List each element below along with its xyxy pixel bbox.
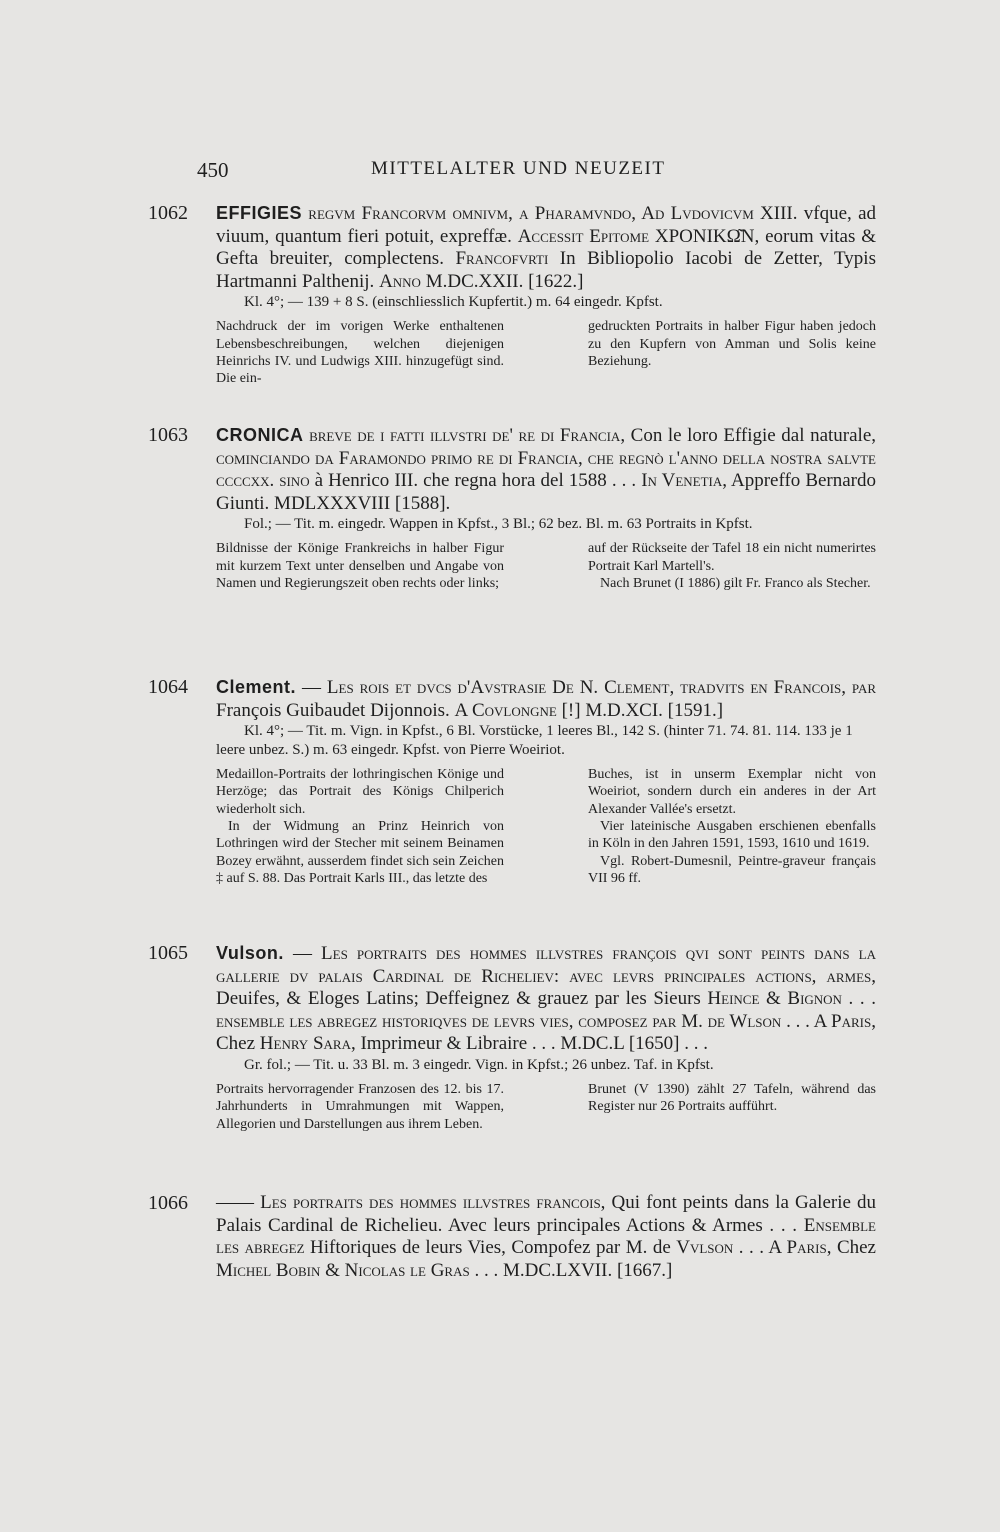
catalog-entry <box>148 942 876 1133</box>
note-paragraph: Buches, ist in unserm Exemplar nicht von Woeiriot, sondern durch ein anderes in der Art Alexander Vallée's ersetzt. <box>588 767 876 817</box>
note-left-column <box>216 318 504 387</box>
note-right-column <box>588 1081 876 1133</box>
entry-number: 1064 <box>148 676 188 698</box>
note-paragraph: Nachdruck der im vorigen Werke enthaltenen Lebensbeschreibungen, welchen diejenigen Heinrichs IV. und Ludwigs XIII. hinzugefügt sind. Die ein- <box>216 319 504 387</box>
catalog-entry <box>148 202 876 388</box>
note-paragraph: In der Widmung an Prinz Heinrich von Lothringen wird der Stecher mit seinem Beinamen Bozey erwähnt, ausserdem findet sich sein Zeichen ‡ auf S. 88. Das Portrait Karls III., das letzte des <box>216 819 504 886</box>
entry-collation: Kl. 4°; — 139 + 8 S. (einschliesslich Kupfertit.) m. 64 eingedr. Kpfst. <box>244 294 663 311</box>
note-paragraph: Portraits hervorragender Franzosen des 12. bis 17. Jahrhunderts in Umrahmungen mit Wappen, Allegorien und Darstellungen aus ihrem Leben. <box>216 1081 504 1132</box>
entry-title: —— Les portraits des hommes illvstres francois, Qui font peints dans la Galerie du Palais Cardinal de Richelieu. Avec leurs principales Actions & Armes . . . Ensemble les abregez Hiftoriques de leurs Vies, Compofez par M. de Vvlson . . . A Paris, Chez Michel Bobin & Nicolas le Gras . . . M.DC.LXVII. [1667.] <box>216 1192 877 1281</box>
catalog-entry <box>148 676 876 887</box>
page-header <box>197 158 877 188</box>
entry-title: CRONICA breve de i fatti illvstri de' re di Francia, Con le loro Effigie dal naturale, cominciando da Faramondo primo re di Francia, che regnò l'anno della nostra salvte ccccxx. sino à Henrico III. che regna hora del 1588 . . . In Venetia, Appreffo Bernardo Giunti. MDLXXXVIII [1588]. <box>216 425 877 514</box>
entry-collation: Kl. 4°; — Tit. m. Vign. in Kpfst., 6 Bl. Vorstücke, 1 leeres Bl., 142 S. (hinter 71. 74. 81. 114. 133 je 1 leere unbez. S.) m. 63 eingedr. Kpfst. von Pierre Woeiriot. <box>216 723 853 759</box>
note-paragraph: Medaillon-Portraits der lothringischen Könige und Herzöge; das Portrait des Königs Chilperich wiederholt sich. <box>216 767 504 817</box>
note-right-column <box>588 540 876 592</box>
note-paragraph: Vgl. Robert-Dumesnil, Peintre-graveur français VII 96 ff. <box>588 853 876 886</box>
entry-notes <box>216 1081 876 1133</box>
note-paragraph: Nach Brunet (I 1886) gilt Fr. Franco als Stecher. <box>600 575 871 591</box>
note-paragraph: Vier lateinische Ausgaben erschienen ebenfalls in Köln in den Jahren 1591, 1593, 1610 und 1619. <box>588 819 876 852</box>
note-right-column <box>588 766 876 887</box>
entry-collation: Gr. fol.; — Tit. u. 33 Bl. m. 3 eingedr. Vign. in Kpfst.; 26 unbez. Taf. in Kpfst. <box>244 1056 714 1073</box>
entry-collation: Fol.; — Tit. m. eingedr. Wappen in Kpfst., 3 Bl.; 62 bez. Bl. m. 63 Portraits in Kpfst. <box>244 516 753 533</box>
entry-number: 1066 <box>148 1192 188 1214</box>
entry-title: Vulson. — Les portraits des hommes illvstres françois qvi sont peints dans la gallerie dv palais Cardinal de Richeliev: avec levrs principales actions, armes, Deuifes, & Eloges Latins; Deffeignez & grauez par les Sieurs Heince & Bignon . . . ensemble les abregez historiqves de levrs vies, composez par M. de Wlson . . . A Paris, Chez Henry Sara, Imprimeur & Libraire . . . M.DC.L [1650] . . . <box>216 943 876 1055</box>
page-number: 450 <box>197 158 229 182</box>
entry-notes <box>216 540 876 592</box>
note-paragraph: gedruckten Portraits in halber Figur haben jedoch zu den Kupfern von Amman und Solis keine Beziehung. <box>588 319 876 369</box>
note-paragraph: Brunet (V 1390) zählt 27 Tafeln, während das Register nur 26 Portraits aufführt. <box>588 1081 876 1115</box>
catalog-entry <box>148 1192 876 1282</box>
entry-number: 1063 <box>148 424 188 446</box>
note-left-column <box>216 766 504 887</box>
entry-notes <box>216 318 876 387</box>
note-paragraph: Bildnisse der Könige Frankreichs in halber Figur mit kurzem Text unter denselben und Angabe von Namen und Regierungszeit oben rechts oder links; <box>216 541 504 591</box>
entry-number: 1065 <box>148 942 188 964</box>
note-paragraph: auf der Rückseite der Tafel 18 ein nicht numerirtes Portrait Karl Martell's. <box>588 541 876 574</box>
entry-number: 1062 <box>148 202 188 224</box>
entry-title: EFFIGIES regvm Francorvm omnivm, a Pharamvndo, Ad Lvdovicvm XIII. vfque, ad viuum, quantum fieri potuit, expreffæ. Accessit Epitome XPONIKΩ͂N, eorum vitas & Gefta breuiter, complectens. Francofvrti In Bibliopolio Iacobi de Zetter, Typis Hartmanni Palthenij. Anno M.DC.XXII. [1622.] <box>216 203 877 292</box>
entry-title: Clement. — Les rois et dvcs d'Avstrasie De N. Clement, tradvits en Francois, par François Guibaudet Dijonnois. A Covlongne [!] M.D.XCI. [1591.] <box>216 677 877 721</box>
note-right-column <box>588 318 876 387</box>
catalog-entry <box>148 424 876 592</box>
entry-notes <box>216 766 876 887</box>
note-left-column <box>216 540 504 592</box>
note-left-column <box>216 1081 504 1133</box>
running-title: MITTELALTER UND NEUZEIT <box>371 158 666 179</box>
